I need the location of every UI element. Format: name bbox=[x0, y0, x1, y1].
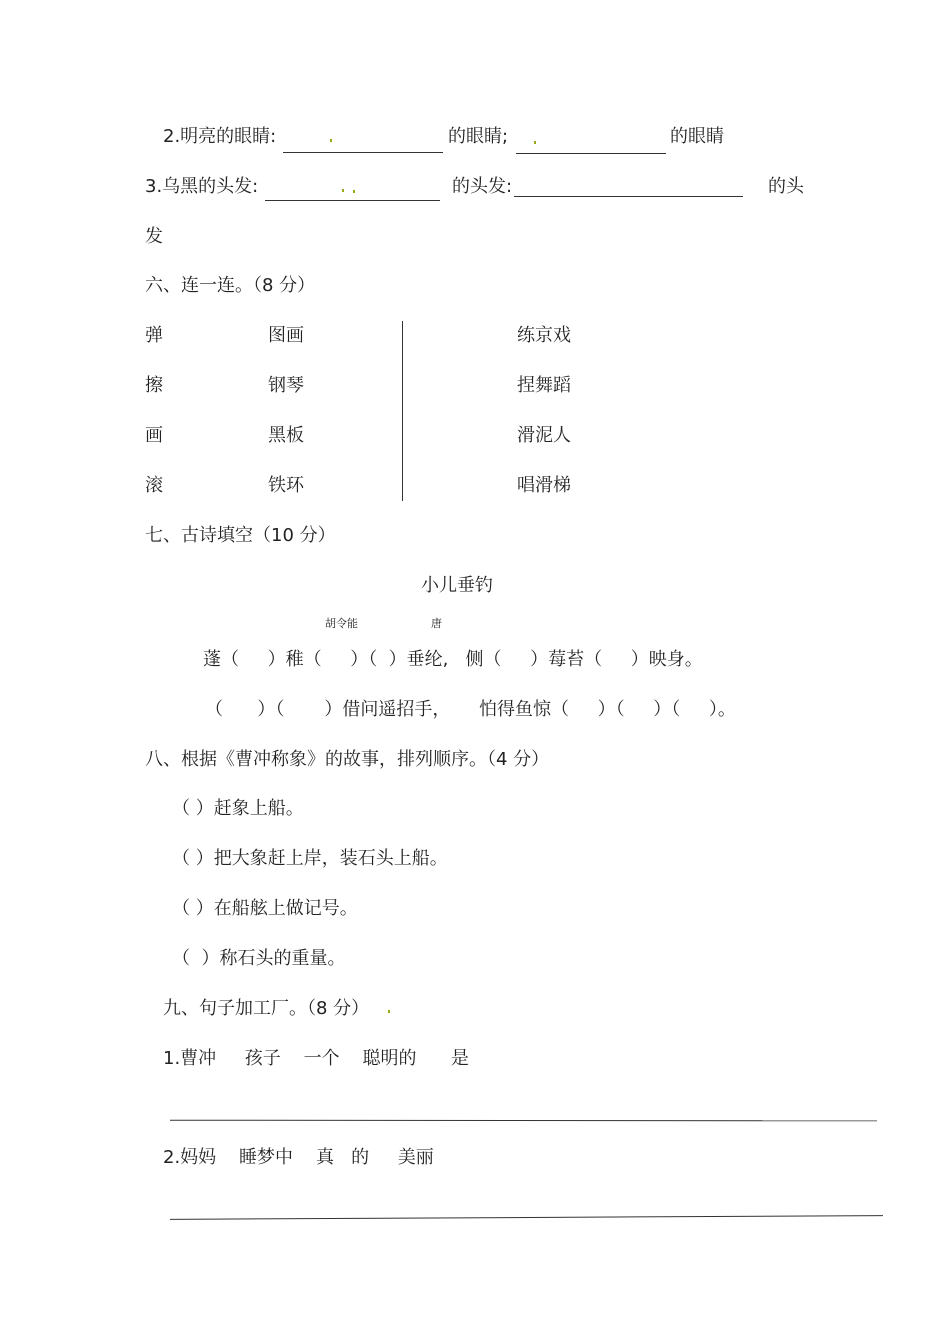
order-item: （ ）赶象上船。 bbox=[172, 798, 304, 819]
section9-title: 九、句子加工厂。（8 分） bbox=[163, 998, 370, 1019]
right-item[interactable]: 唱滑梯 bbox=[517, 475, 571, 496]
line3-wrap: 发 bbox=[145, 226, 163, 247]
left-noun[interactable]: 钢琴 bbox=[268, 375, 304, 396]
poem-dynasty: 唐 bbox=[431, 617, 442, 630]
speck bbox=[342, 189, 344, 192]
right-item[interactable]: 练京戏 bbox=[517, 325, 571, 346]
poem-title: 小儿垂钓 bbox=[421, 575, 493, 596]
section7-title: 七、古诗填空（10 分） bbox=[145, 525, 336, 546]
poem-line-2: （ ）（ ）借问遥招手， 怕得鱼惊（ ）（ ）（ ）。 bbox=[205, 699, 736, 720]
line2-mid: 的眼睛; bbox=[448, 126, 509, 147]
left-verb[interactable]: 画 bbox=[145, 425, 163, 446]
poem-author: 胡令能 bbox=[325, 617, 358, 630]
blank-2a[interactable] bbox=[283, 152, 443, 153]
answer-line-2[interactable] bbox=[170, 1215, 883, 1220]
speck bbox=[353, 190, 355, 193]
left-verb[interactable]: 滚 bbox=[145, 475, 163, 496]
line3-mid: 的头发: bbox=[452, 176, 513, 197]
divider-line bbox=[402, 321, 403, 501]
section8-title: 八、根据《曹冲称象》的故事，排列顺序。（4 分） bbox=[145, 749, 550, 770]
speck bbox=[330, 139, 332, 142]
line2-end: 的眼睛 bbox=[670, 126, 724, 147]
sentence-q2: 2.妈妈 睡梦中 真 的 美丽 bbox=[163, 1147, 434, 1168]
order-item: （ ）称石头的重量。 bbox=[172, 948, 346, 969]
line3-label: 3.乌黑的头发: bbox=[145, 176, 259, 197]
section6-title: 六、连一连。（8 分） bbox=[145, 275, 316, 296]
poem-line-1: 蓬（ ）稚（ ）（ ）垂纶, 侧（ ）莓苔（ ）映身。 bbox=[203, 649, 703, 670]
blank-3a[interactable] bbox=[265, 200, 440, 201]
order-item: （ ）把大象赶上岸，装石头上船。 bbox=[172, 848, 448, 869]
line3-end: 的头 bbox=[768, 176, 804, 197]
right-item[interactable]: 捏舞蹈 bbox=[517, 375, 571, 396]
speck bbox=[388, 1010, 390, 1013]
line2-label: 2.明亮的眼睛: bbox=[163, 126, 277, 147]
left-noun[interactable]: 黑板 bbox=[268, 425, 304, 446]
right-item[interactable]: 滑泥人 bbox=[517, 425, 571, 446]
left-noun[interactable]: 图画 bbox=[268, 325, 304, 346]
left-noun[interactable]: 铁环 bbox=[268, 475, 304, 496]
answer-line-1[interactable] bbox=[170, 1120, 877, 1122]
blank-3b[interactable] bbox=[514, 196, 743, 197]
blank-2b[interactable] bbox=[516, 153, 666, 154]
left-verb[interactable]: 弹 bbox=[145, 325, 163, 346]
order-item: （ ）在船舷上做记号。 bbox=[172, 898, 358, 919]
left-verb[interactable]: 擦 bbox=[145, 375, 163, 396]
sentence-q1: 1.曹冲 孩子 一个 聪明的 是 bbox=[163, 1048, 469, 1069]
speck bbox=[534, 141, 536, 144]
